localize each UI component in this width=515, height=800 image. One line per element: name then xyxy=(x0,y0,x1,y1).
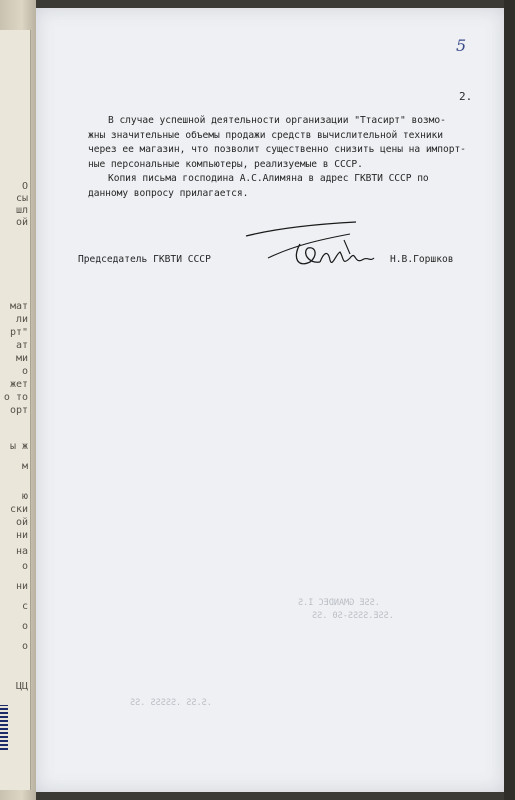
underlying-text-fragment: ни xyxy=(15,530,28,541)
underlying-text-fragment: с xyxy=(21,601,28,612)
underlying-text-fragment: ЦЦ xyxy=(15,681,28,692)
underlying-text-fragment: на xyxy=(15,546,28,557)
scan-edge xyxy=(504,0,515,800)
body-line: жны значительные объемы продажи средств вычислительной техники xyxy=(88,129,444,141)
underlying-text-fragment: рт" xyxy=(9,327,28,338)
underlying-text-fragment: ат xyxy=(15,340,28,351)
signatory-name: Н.В.Горшков xyxy=(390,254,454,265)
underlying-text-fragment: ой xyxy=(15,517,28,528)
underlying-text-fragment: ни xyxy=(15,581,28,592)
underlying-text-fragment: сы xyxy=(15,193,28,204)
handwritten-signature xyxy=(238,218,388,288)
underlying-text-fragment: ли xyxy=(15,314,28,325)
body-line: В случае успешной деятельности организации "Ттасирт" возмо- xyxy=(108,115,446,126)
archive-folio-number: 5 xyxy=(456,36,467,55)
letter-body xyxy=(88,114,498,202)
underlying-text-fragment: ски xyxy=(9,504,28,515)
underlying-text-fragment: орт xyxy=(9,405,28,416)
underlying-text-fragment: О xyxy=(21,181,28,192)
document-page xyxy=(36,8,504,792)
body-line: Копия письма господина А.С.Алимяна в адрес ГКВТИ СССР по xyxy=(108,173,429,185)
bleed-through-text: .S.SS .SSSSS .SS xyxy=(130,698,212,708)
bleed-through-text: .SSE.SSSS-S0 .SS xyxy=(312,611,394,621)
underlying-text-fragment: ю xyxy=(21,491,28,502)
body-line: через ее магазин, что позволит существенно снизить цены на импорт- xyxy=(88,144,466,156)
signature-block xyxy=(78,248,515,278)
underlying-text-fragment: ы ж xyxy=(9,441,28,452)
body-line: данному вопросу прилагается. xyxy=(88,187,249,199)
page-number: 2. xyxy=(459,90,473,103)
underlying-text-fragment: о xyxy=(21,641,28,652)
underlying-page xyxy=(0,30,31,790)
body-line: ные персональные компьютеры, реализуемые в СССР. xyxy=(88,158,363,170)
underlying-text-fragment: шл xyxy=(15,205,28,216)
underlying-text-fragment: о xyxy=(21,621,28,632)
underlying-text-fragment: жет xyxy=(9,379,28,390)
underlying-text-fragment: о то xyxy=(3,392,28,403)
bleed-through-text: .SSE GMANDEC I.S xyxy=(298,598,380,608)
underlying-text-fragment: ми xyxy=(15,353,28,364)
underlying-text-fragment: о xyxy=(21,561,28,572)
underlying-text-fragment: ой xyxy=(15,217,28,228)
underlying-text-fragment: о xyxy=(21,366,28,377)
underlying-text-fragment: мат xyxy=(9,301,28,312)
archive-stamp-strip xyxy=(0,705,8,750)
underlying-text-fragment: м xyxy=(21,461,28,472)
signatory-title: Председатель ГКВТИ СССР xyxy=(78,254,211,265)
